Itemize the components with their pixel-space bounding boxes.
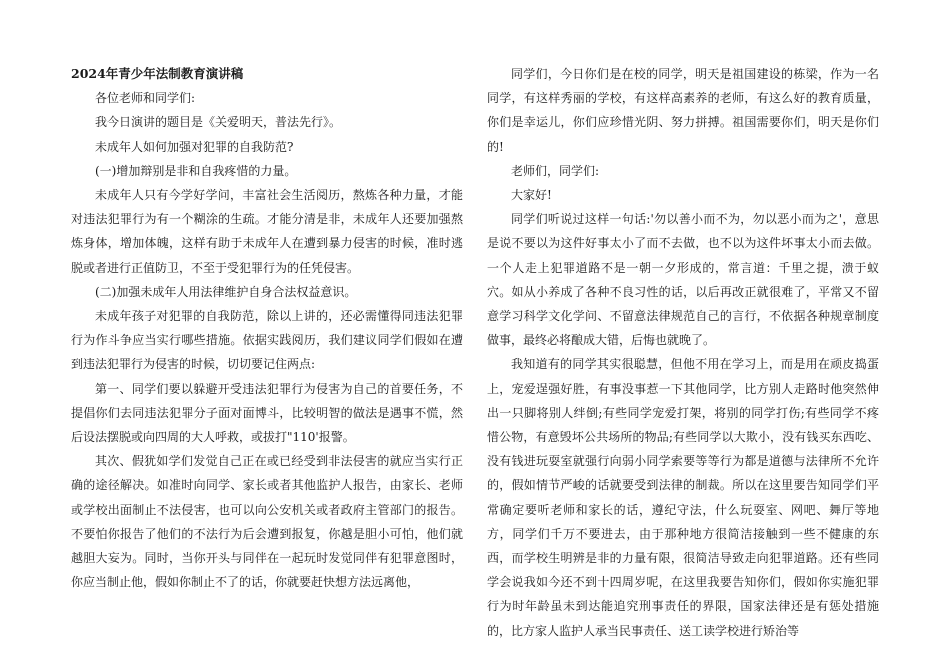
paragraph: (二)加强未成年人用法律维护自身合法权益意识。 <box>95 284 357 299</box>
paragraph: 其次、假犹如学们发觉自己正在或已经受到非法侵害的就应当实行正确的途径解决。如准时向同学、家长或者其他监护人报告，由家长、老师或学校出面制止不法侵害，也可以向公安机关或者政府主管部门的报告。不要怕你报告了他们的不法行为后会遭到报复，你越是胆小可怕，他们就越胆大妄为。同时，当你开头与同伴在一起玩时发觉同伴有犯罪意图时，你应当制止他，假如你制止不了的话，你就要赶快想方法远离他， <box>71 454 463 590</box>
paragraph: 我知道有的同学其实很聪慧，但他不用在学习上，而是用在顽皮捣蛋上，宠爱逞强好胜，有事没事惹一下其他同学，比方别人走路时他突然伸出一只脚将别人绊倒;有些同学宠爱打架，将别的同学打伤;有些同学不疼惜公物，有意毁坏公共场所的物品;有些同学以大欺小，没有钱买东西吃、没有钱进玩耍室就强行向弱小同学索要等等行为都是道德与法律所不允许的，假如情节严峻的话就要受到法律的制裁。所以在这里要告知同学们平常确定要听老师和家长的话，遵纪守法，什么玩耍室、网吧、舞厅等地方，同学们千万不要进去，由于那种地方很简洁接触到一些不健康的东西，而学校生明辨是非的力量有限，很简洁导致走向犯罪道路。还有些同学会说我如今还不到十四周岁呢，在这里我要告知你们，假如你实施犯罪行为时年龄虽未到达能追究刑事责任的界限，国家法律还是有惩处措施的，比方家人监护人承当民事责任、送工读学校进行矫治等 <box>487 357 879 638</box>
paragraph: 大家好! <box>511 188 552 203</box>
paragraph: 第一、同学们要以躲避开受违法犯罪行为侵害为自己的首要任务，不提倡你们去同违法犯罪分子面对面博斗，比较明智的做法是遇事不慌，然后设法摆脱或向四周的大人呼救，或拔打"110'报警。 <box>71 381 463 445</box>
paragraph: 各位老师和同学们: <box>95 91 196 106</box>
paragraph: 未成年人如何加强对犯罪的自我防范? <box>95 139 294 154</box>
paragraph: 同学们听说过这样一句话:'勿以善小而不为，勿以恶小而为之'，意思是说不要以为这件好事太小了而不去做，也不以为这件坏事太小而去做。一个人走上犯罪道路不是一朝一夕形成的，常言道：千里之提，溃于蚁穴。如从小养成了各种不良习性的话，以后再改正就很难了，平常又不留意学习科学文化学问、不留意法律规范自己的言行，不依据各种规章制度做事，最终必将酿成大错，后悔也就晚了。 <box>487 212 879 348</box>
right-column <box>487 62 879 643</box>
paragraph: 未成年人只有今学好学问，丰富社会生活阅历，熬炼各种力量，才能对违法犯罪行为有一个糊涂的生疏。才能分清是非，未成年人还要加强熬炼身体，增加体魄，这样有助于未成年人在遭到暴力侵害的时候，准时逃脱或者进行正值防卫，不至于受犯罪行为的任凭侵害。 <box>71 188 463 275</box>
left-column <box>71 62 463 594</box>
paragraph: 老师们，同学们: <box>511 163 600 178</box>
paragraph: 我今日演讲的题目是《关爱明天，普法先行》。 <box>95 115 342 130</box>
document-title: 2024年青少年法制教育演讲稿 <box>71 66 244 81</box>
paragraph: 未成年孩子对犯罪的自我防范，除以上讲的，还必需懂得同违法犯罪行为作斗争应当实行哪些措施。依据实践阅历，我们建议同学们假如在遭到违法犯罪行为侵害的时候，切切要记住两点: <box>71 309 463 372</box>
paragraph: 同学们，今日你们是在校的同学，明天是祖国建设的栋梁，作为一名同学，有这样秀丽的学校，有这样高素养的老师，有这么好的教育质量，你们是幸运儿，你们应珍惜光阴、努力拼搏。祖国需要你们，明天是你们的! <box>487 67 879 154</box>
paragraph: (一)增加辩别是非和自我疼惜的力量。 <box>95 163 297 178</box>
